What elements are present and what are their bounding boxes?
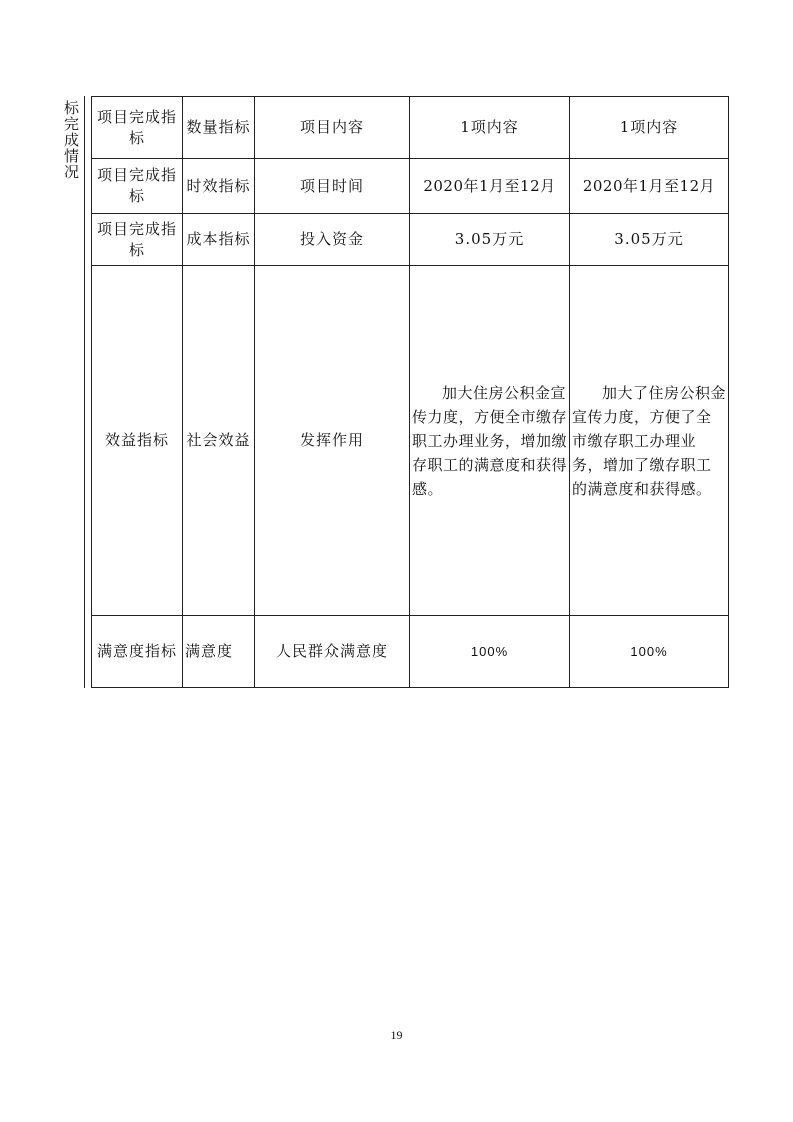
level2-indicator-cell: 社会效益 <box>183 266 255 616</box>
actual-value-cell: 100% <box>570 616 729 688</box>
level3-indicator-cell: 项目时间 <box>255 159 410 214</box>
target-value-cell: 100% <box>410 616 570 688</box>
actual-value-cell: 3.05万元 <box>570 214 729 266</box>
performance-indicator-table <box>91 96 729 688</box>
level2-indicator-cell: 时效指标 <box>183 159 255 214</box>
target-value-cell: 1项内容 <box>410 97 570 159</box>
level1-indicator-cell: 项目完成指标 <box>92 97 183 159</box>
level3-indicator-cell: 项目内容 <box>255 97 410 159</box>
actual-value-cell: 2020年1月至12月 <box>570 159 729 214</box>
target-value-cell: 加大住房公积金宣传力度，方便全市缴存职工办理业务，增加缴存职工的满意度和获得感。 <box>410 266 570 616</box>
level1-indicator-cell: 满意度指标 <box>92 616 183 688</box>
level3-indicator-cell: 人民群众满意度 <box>255 616 410 688</box>
table-row <box>92 616 729 688</box>
side-category-text: 标完成情况 <box>62 100 80 180</box>
target-value-cell: 2020年1月至12月 <box>410 159 570 214</box>
level2-indicator-cell: 满意度 <box>183 616 255 688</box>
actual-value-cell: 加大了住房公积金宣传力度，方便了全市缴存职工办理业务，增加了缴存职工的满意度和获得感。 <box>570 266 729 616</box>
table-row <box>92 159 729 214</box>
table-row <box>92 214 729 266</box>
side-category-label <box>63 96 85 688</box>
level3-indicator-cell: 投入资金 <box>255 214 410 266</box>
target-value-cell: 3.05万元 <box>410 214 570 266</box>
level1-indicator-cell: 项目完成指标 <box>92 214 183 266</box>
table-row <box>92 97 729 159</box>
table-row <box>92 266 729 616</box>
level2-indicator-cell: 数量指标 <box>183 97 255 159</box>
level1-indicator-cell: 项目完成指标 <box>92 159 183 214</box>
level3-indicator-cell: 发挥作用 <box>255 266 410 616</box>
page-number: 19 <box>390 1028 403 1042</box>
level2-indicator-cell: 成本指标 <box>183 214 255 266</box>
level1-indicator-cell: 效益指标 <box>92 266 183 616</box>
actual-value-cell: 1项内容 <box>570 97 729 159</box>
